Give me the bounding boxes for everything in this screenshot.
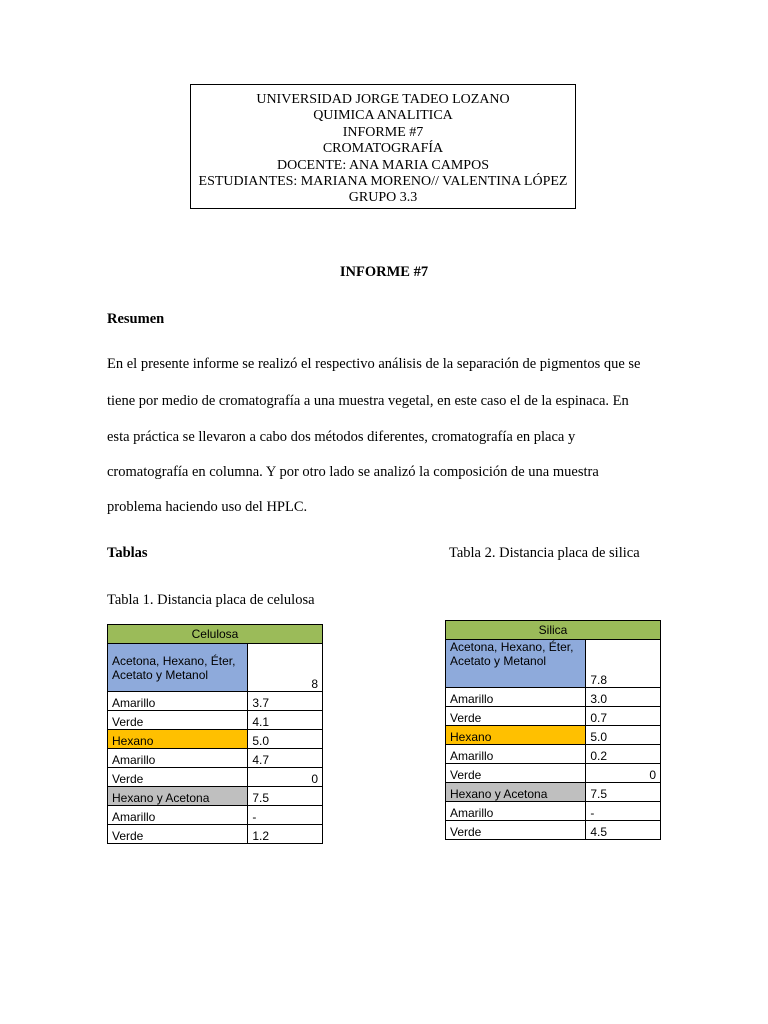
header-students: ESTUDIANTES: MARIANA MORENO// VALENTINA LÓPEZ [198,174,568,190]
row-label: Verde [108,825,248,844]
row-label: Verde [108,711,248,730]
document-header-box [190,84,576,209]
row-label: Amarillo [108,749,248,768]
row-value: 0 [586,764,661,783]
resumen-line-4: cromatografía en columna. Y por otro lado se analizó la composición de una muestra [107,464,599,480]
celulosa-header: Celulosa [108,625,323,644]
row-value: 4.5 [586,821,661,840]
row-value: - [586,802,661,821]
table-row [108,730,323,749]
header-university: UNIVERSIDAD JORGE TADEO LOZANO [256,92,510,107]
row-value: - [248,806,323,825]
row-label: Verde [446,707,586,726]
row-value: 4.7 [248,749,323,768]
row-value: 7.5 [248,787,323,806]
row-value: 0.2 [586,745,661,764]
table-row [446,688,661,707]
table-row [108,711,323,730]
table-row [446,783,661,802]
row-label: Hexano y Acetona [446,783,586,802]
table-row [108,787,323,806]
row-value: 1.2 [248,825,323,844]
row-label: Hexano [108,730,248,749]
table-row [446,764,661,783]
row-label: Amarillo [108,806,248,825]
table-row [108,768,323,787]
table-row [108,825,323,844]
tablas-heading: Tablas [107,545,148,561]
silica-solvent-value: 7.8 [586,640,661,688]
table-row [108,806,323,825]
table-row [446,707,661,726]
row-value: 4.1 [248,711,323,730]
row-value: 0 [248,768,323,787]
resumen-line-3: esta práctica se llevaron a cabo dos métodos diferentes, cromatografía en placa y [107,429,576,445]
silica-solvent-label: Acetona, Hexano, Éter, Acetato y Metanol [446,640,586,688]
celulosa-solvent-value: 8 [248,644,323,692]
row-label: Amarillo [446,802,586,821]
silica-table [445,620,661,840]
row-value: 3.0 [586,688,661,707]
row-value: 7.5 [586,783,661,802]
celulosa-table [107,624,323,844]
table-row [446,726,661,745]
row-value: 5.0 [586,726,661,745]
table1-caption: Tabla 1. Distancia placa de celulosa [107,592,315,608]
table-row [108,749,323,768]
resumen-line-1: En el presente informe se realizó el respectivo análisis de la separación de pigmentos que se [107,356,641,372]
header-report-number: INFORME #7 [342,124,424,140]
resumen-line-5: problema haciendo uso del HPLC. [107,499,308,515]
row-label: Amarillo [446,688,586,707]
resumen-heading: Resumen [107,311,165,327]
table-row [446,745,661,764]
silica-header: Silica [446,621,661,640]
resumen-line-2: tiene por medio de cromatografía a una muestra vegetal, en este caso el de la espinaca. En [107,393,629,409]
row-value: 3.7 [248,692,323,711]
row-label: Hexano y Acetona [108,787,248,806]
table2-caption: Tabla 2. Distancia placa de silica [449,545,640,561]
row-label: Verde [446,821,586,840]
row-label: Amarillo [446,745,586,764]
table-row [446,802,661,821]
row-label: Verde [446,764,586,783]
row-label: Amarillo [108,692,248,711]
header-course: QUIMICA ANALITICA [313,108,453,124]
row-value: 0.7 [586,707,661,726]
table-row [108,692,323,711]
header-teacher: DOCENTE: ANA MARIA CAMPOS [277,157,489,173]
page-title: INFORME #7 [339,264,429,280]
header-topic: CROMATOGRAFÍA [322,141,444,157]
celulosa-solvent-label: Acetona, Hexano, Éter, Acetato y Metanol [108,644,248,692]
row-value: 5.0 [248,730,323,749]
table-row [446,821,661,840]
row-label: Hexano [446,726,586,745]
row-label: Verde [108,768,248,787]
header-group: GRUPO 3.3 [348,190,418,206]
